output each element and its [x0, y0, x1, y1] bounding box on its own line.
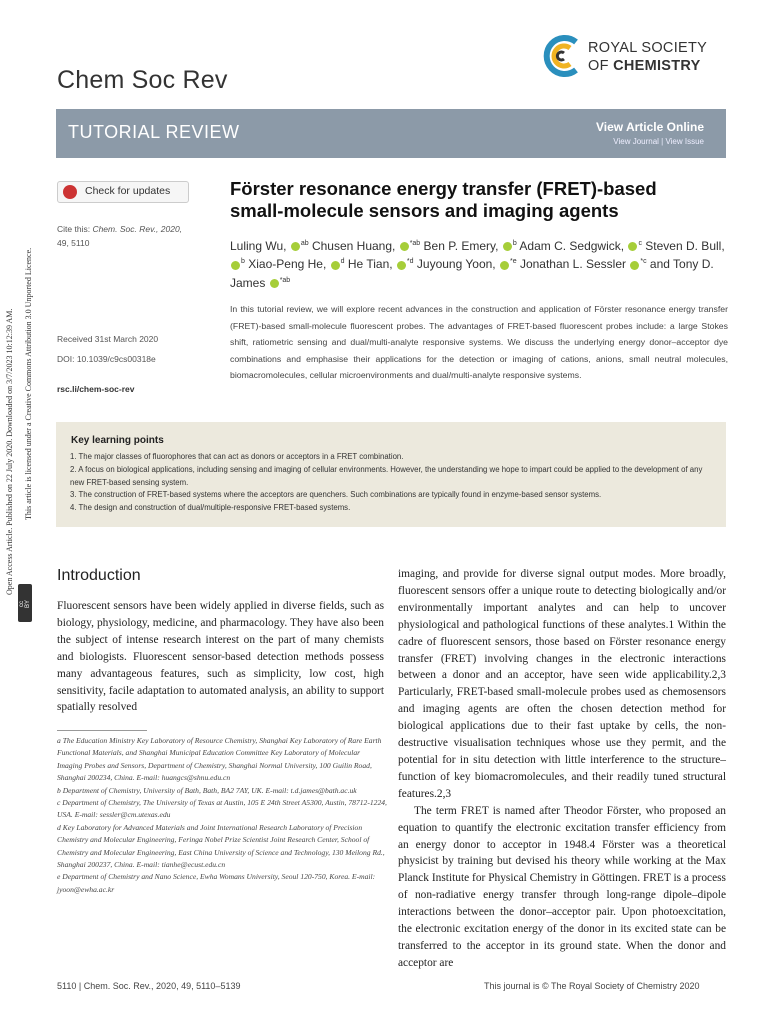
rsc-logo-icon [540, 34, 584, 78]
doi[interactable]: DOI: 10.1039/c9cs00318e [57, 354, 156, 364]
license-notice[interactable]: This article is licensed under a Creative Commons Attribution 3.0 Unported Licence. [24, 247, 33, 520]
footnote: e Department of Chemistry and Nano Science, Ewha Womans University, Seoul 120-750, Korea. E-mail: jyoon@ewha.ac.kr [57, 872, 376, 894]
affiliation-marker: *d [406, 258, 414, 266]
cc-by-icon[interactable]: cc BY [18, 584, 32, 622]
orcid-icon[interactable] [400, 242, 409, 251]
footnote-divider [57, 730, 147, 731]
footer-copyright: This journal is © The Royal Society of Chemistry 2020 [484, 981, 700, 991]
logo-line-2: OF CHEMISTRY [588, 58, 701, 74]
body-column-2 [398, 566, 726, 972]
author[interactable]: and Tony D. James $^{*ab}$ [230, 257, 714, 290]
logo-line-1: ROYAL SOCIETY [588, 40, 708, 56]
affiliation-marker: b [512, 240, 517, 247]
orcid-icon[interactable] [503, 242, 512, 251]
key-point: 3. The construction of FRET-based systems where the acceptors are quenchers. Such combinations are typically found in enzyme-based sensor systems. [70, 490, 602, 500]
check-for-updates-button[interactable]: Check for updates [57, 181, 189, 203]
open-access-notice: Open Access Article. Published on 22 July 2020. Downloaded on 3/7/2023 10:12:39 AM. [5, 308, 14, 595]
orcid-icon[interactable] [500, 261, 509, 270]
orcid-icon[interactable] [270, 279, 279, 288]
cite-this: Cite this: Chem. Soc. Rev., 2020, 49, 5110 [57, 224, 183, 248]
affiliation-marker: *ab [279, 276, 291, 284]
orcid-icon[interactable] [331, 261, 340, 270]
article-type: TUTORIAL REVIEW [68, 122, 240, 142]
paragraph: imaging, and provide for diverse signal output modes. More broadly, fluorescent sensors offer a unique route to detecting biologically and/or environmentally important analytes and can help to uncover physiological and pathological functions of these analytes.1 Within the cadre of fluorescent sensors, those based on Förster resonance energy transfer (FRET) involving changes in the electronic interactions between a donor and an acceptor, have seen wide applicability.2,3 Particularly, FRET-based small-molecule probes used as chemosensors and imaging agents are often the chosen detection method for biological applications due to their fast uptake by cells, the non-destructive visualisation techniques whose use they permit, and the potential for in situ detection with little interference to the structure–function of key biomacromolecules, and their readily tuned structural features.2,3 [398, 568, 726, 800]
author[interactable]: Ben P. Emery, $^b$ [423, 239, 517, 253]
key-learning-points-box [56, 422, 726, 527]
section-heading-introduction: Introduction [57, 567, 141, 584]
affiliation-marker: b [241, 258, 245, 266]
affiliation-marker: *c [640, 258, 647, 266]
orcid-icon[interactable] [630, 261, 639, 270]
affiliation-footnotes [57, 735, 387, 896]
affiliation-marker: *e [509, 258, 517, 266]
affiliation-marker: c [638, 240, 642, 247]
journal-url[interactable]: rsc.li/chem-soc-rev [57, 384, 135, 394]
author[interactable]: Jonathan L. Sessler $^{*c}$ [519, 257, 647, 272]
affiliation-marker: *ab [409, 240, 421, 247]
view-journal-issue-link[interactable]: View Journal | View Issue [613, 137, 704, 146]
author[interactable]: Juyoung Yoon, $^{*e}$ [416, 257, 517, 272]
article-title: Förster resonance energy transfer (FRET)-based small-molecule sensors and imaging agents [230, 178, 657, 221]
journal-title: Chem Soc Rev [57, 66, 228, 94]
author[interactable]: Adam C. Sedgwick, $^c$ [519, 239, 642, 253]
footnote: c Department of Chemistry, The University of Texas at Austin, 105 E 24th Street A5300, Austin, 78712-1224, USA. E-mail: sessler@cm.utexas.edu [57, 798, 387, 820]
author[interactable]: Chusen Huang, $^{*ab}$ [311, 239, 421, 253]
author-list [230, 236, 730, 291]
abstract: In this tutorial review, we will explore recent advances in the construction and application of Förster resonance energy transfer (FRET)-based small-molecule fluorescent probes. The advantages of FRET-based fluorescent probes include: a large Stokes shift, ratiometric sensing and dual/multi-analyte responsive systems. We discuss the underlying energy donor–acceptor dye combinations and emphasise their applications for the detection or imaging of cations, anions, small neutral molecules, biomacromolecules, cellular microenvironments and dual/multi-analyte responsive systems. [230, 304, 728, 380]
orcid-icon[interactable] [291, 242, 300, 251]
article-type-banner [56, 109, 726, 158]
key-point: 2. A focus on biological applications, including sensing and imaging of cellular environments. However, the understanding we hope to impart could be applied to the development of any new FRET-based sensing system. [70, 464, 703, 487]
author[interactable]: He Tian, $^{*d}$ [347, 257, 414, 272]
check-updates-icon [63, 185, 77, 199]
affiliation-marker: d [340, 258, 345, 266]
received-date: Received 31st March 2020 [57, 334, 159, 344]
rsc-logo [540, 30, 740, 85]
key-point: 1. The major classes of fluorophores that can act as donors or acceptors in a FRET combination. [70, 452, 404, 461]
footnote: d Key Laboratory for Advanced Materials and Joint International Research Laboratory of Precision Chemistry and Molecular Engineering, Feringa Nobel Prize Scientist Joint Research Center, School of Chemistry and Molecular Engineering, East China University of Science and Technology, 130 Meilong Rd., Shanghai 200237, China. E-mail: tianhe@ecust.edu.cn [57, 822, 385, 870]
author[interactable]: Luling Wu, $^{ab}$ [230, 239, 309, 253]
key-point: 4. The design and construction of dual/multiple-responsive FRET-based systems. [70, 503, 351, 513]
author[interactable]: Steven D. Bull, $^b$ [230, 239, 725, 271]
orcid-icon[interactable] [231, 261, 240, 270]
footnote: a The Education Ministry Key Laboratory of Resource Chemistry, Shanghai Key Laboratory of Rare Earth Functional Materials, and Shanghai Municipal Education Committee Key Laboratory of Molecular Imaging Probes and Sensors, Department of Chemistry, Shanghai Normal University, 100 Guilin Road, Shanghai 200234, China. E-mail: huangcs@shnu.edu.cn [57, 736, 382, 783]
affiliation-marker: ab [300, 240, 309, 247]
author[interactable]: Xiao-Peng He, $^d$ [248, 257, 345, 272]
paragraph: The term FRET is named after Theodor Förster, who proposed an equation to quantify the electronic excitation transfer efficiency from an energy donor to acceptor in 1948.4 Förster was a theoretical physicist by training but devised his theory while working at the Max Planck Institute for Physical Chemistry in Göttingen. FRET is a process of non-radiative energy transfer through long-range dipole–dipole interactions between the donor–acceptor pair. Upon photoexcitation, the electronic excitation energy of the donor in its excited state can be transferred to the acceptor in its ground state. When the donor and acceptor are [398, 804, 726, 969]
orcid-icon[interactable] [628, 242, 637, 251]
body-column-1: Fluorescent sensors have been widely applied in diverse fields, such as biology, physiology, medicine, and pharmacology. They have also been the subject of intense research interest on the part of many chemists and biologists. Fluorescent sensor-based detection methods possess many advantageous features, such as simplicity, low cost, high sensitivity, facile adaptation to automated analysis, an ability to support spatially resolved [57, 600, 384, 714]
footnote: b Department of Chemistry, University of Bath, Bath, BA2 7AY, UK. E-mail: t.d.james@bath.ac.uk [57, 785, 357, 795]
footer-citation: 5110 | Chem. Soc. Rev., 2020, 49, 5110–5139 [57, 981, 241, 991]
view-article-online-link[interactable]: View Article Online [595, 120, 704, 134]
orcid-icon[interactable] [397, 261, 406, 270]
key-points-heading: Key learning points [71, 435, 164, 446]
